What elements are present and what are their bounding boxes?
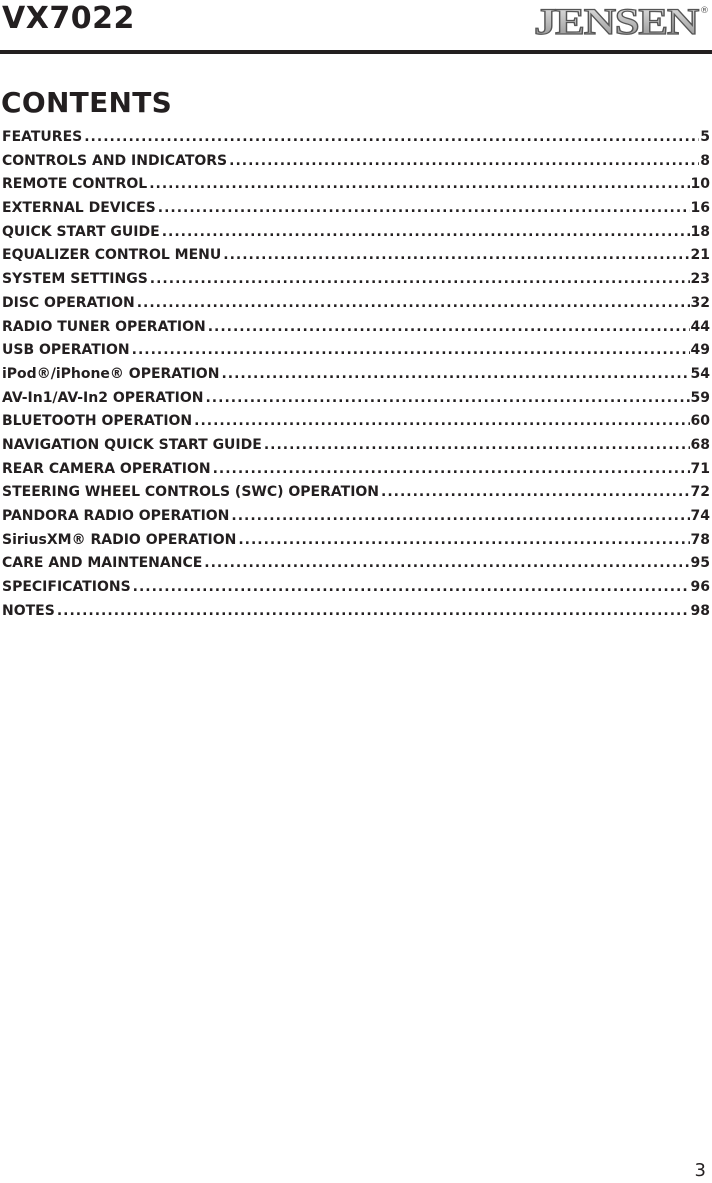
toc-entry[interactable] bbox=[2, 529, 710, 553]
toc-entry-page: 59 bbox=[690, 389, 710, 406]
toc-entry[interactable] bbox=[2, 552, 710, 576]
toc-dot-leader bbox=[381, 481, 690, 505]
toc-entry-page: 10 bbox=[690, 176, 710, 193]
toc-entry-page: 8 bbox=[700, 152, 710, 169]
jensen-logo-wordmark: JENSEN bbox=[534, 2, 700, 40]
toc-dot-leader bbox=[221, 363, 689, 387]
toc-dot-leader bbox=[229, 150, 699, 174]
toc-entry-label: AV-In1/AV-In2 OPERATION bbox=[2, 389, 204, 406]
page-number: 3 bbox=[694, 1160, 706, 1181]
toc-dot-leader bbox=[132, 339, 690, 363]
toc-entry[interactable] bbox=[2, 316, 710, 340]
toc-entry-label: USB OPERATION bbox=[2, 342, 130, 359]
toc-entry[interactable] bbox=[2, 600, 710, 624]
toc-entry[interactable] bbox=[2, 173, 710, 197]
toc-dot-leader bbox=[133, 576, 690, 600]
toc-entry[interactable] bbox=[2, 339, 710, 363]
toc-dot-leader bbox=[213, 458, 690, 482]
table-of-contents bbox=[2, 126, 710, 623]
toc-entry-label: NAVIGATION QUICK START GUIDE bbox=[2, 436, 262, 453]
toc-entry-label: DISC OPERATION bbox=[2, 294, 135, 311]
toc-entry-page: 44 bbox=[690, 318, 710, 335]
toc-dot-leader bbox=[150, 268, 690, 292]
toc-entry[interactable] bbox=[2, 363, 710, 387]
toc-entry-page: 60 bbox=[690, 413, 710, 430]
toc-entry-page: 74 bbox=[690, 508, 710, 524]
toc-dot-leader bbox=[223, 244, 689, 268]
toc-entry[interactable] bbox=[2, 458, 710, 482]
toc-dot-leader bbox=[264, 434, 690, 458]
toc-entry-label: REAR CAMERA OPERATION bbox=[2, 460, 211, 477]
toc-entry-label: CARE AND MAINTENANCE bbox=[2, 555, 203, 572]
registered-mark: ® bbox=[700, 6, 709, 16]
toc-entry-label: STEERING WHEEL CONTROLS (SWC) OPERATION bbox=[2, 484, 380, 501]
toc-entry-page: 23 bbox=[690, 271, 710, 288]
jensen-logo bbox=[532, 2, 710, 40]
toc-entry-page: 96 bbox=[690, 579, 710, 596]
toc-entry-page: 72 bbox=[690, 484, 710, 501]
toc-entry-label: EXTERNAL DEVICES bbox=[2, 200, 156, 217]
toc-entry-page: 54 bbox=[690, 365, 710, 382]
toc-entry[interactable] bbox=[2, 244, 710, 268]
toc-entry-label: RADIO TUNER OPERATION bbox=[2, 318, 206, 335]
toc-dot-leader bbox=[204, 552, 689, 576]
toc-entry-label: REMOTE CONTROL bbox=[2, 176, 148, 193]
toc-entry-label: SPECIFICATIONS bbox=[2, 579, 131, 596]
toc-entry[interactable] bbox=[2, 481, 710, 505]
toc-entry[interactable] bbox=[2, 197, 710, 221]
toc-entry-label: BLUETOOTH OPERATION bbox=[2, 413, 193, 430]
header-rule bbox=[0, 50, 712, 54]
toc-entry[interactable] bbox=[2, 150, 710, 174]
toc-entry[interactable] bbox=[2, 410, 710, 434]
toc-entry-page: 68 bbox=[690, 436, 710, 453]
toc-dot-leader bbox=[158, 197, 690, 221]
toc-entry-page: 21 bbox=[690, 247, 710, 264]
toc-entry-label: CONTROLS AND INDICATORS bbox=[2, 152, 228, 169]
toc-entry-label: iPod®/iPhone® OPERATION bbox=[2, 365, 220, 382]
toc-dot-leader bbox=[137, 292, 690, 316]
toc-entry-page: 49 bbox=[690, 342, 710, 359]
toc-dot-leader bbox=[194, 410, 689, 434]
toc-entry-page: 71 bbox=[690, 460, 710, 477]
toc-entry-page: 18 bbox=[690, 223, 710, 240]
model-number: VX7022 bbox=[2, 1, 135, 36]
toc-dot-leader bbox=[231, 505, 689, 529]
toc-entry-label: QUICK START GUIDE bbox=[2, 223, 160, 240]
toc-entry[interactable] bbox=[2, 221, 710, 245]
toc-entry-label: PANDORA RADIO OPERATION bbox=[2, 508, 230, 524]
toc-entry[interactable] bbox=[2, 387, 710, 411]
page-title: CONTENTS bbox=[1, 86, 173, 119]
toc-entry-page: 98 bbox=[690, 602, 710, 619]
page-header bbox=[0, 0, 712, 54]
toc-dot-leader bbox=[149, 173, 689, 197]
toc-entry-page: 95 bbox=[690, 555, 710, 572]
toc-entry[interactable] bbox=[2, 292, 710, 316]
toc-dot-leader bbox=[208, 316, 690, 340]
toc-entry[interactable] bbox=[2, 126, 710, 150]
toc-dot-leader bbox=[57, 600, 690, 624]
toc-entry[interactable] bbox=[2, 505, 710, 529]
toc-entry-label: FEATURES bbox=[2, 129, 83, 145]
toc-dot-leader bbox=[238, 529, 689, 553]
toc-dot-leader bbox=[205, 387, 689, 411]
toc-entry-page: 78 bbox=[690, 531, 710, 548]
toc-entry[interactable] bbox=[2, 268, 710, 292]
toc-entry-page: 5 bbox=[700, 129, 710, 145]
toc-entry-label: NOTES bbox=[2, 602, 55, 619]
toc-entry-label: SYSTEM SETTINGS bbox=[2, 271, 148, 288]
toc-entry-label: SiriusXM® RADIO OPERATION bbox=[2, 531, 237, 548]
toc-dot-leader bbox=[84, 126, 699, 150]
toc-entry-page: 16 bbox=[690, 200, 710, 217]
toc-dot-leader bbox=[162, 221, 690, 245]
toc-entry-page: 32 bbox=[690, 294, 710, 311]
toc-entry-label: EQUALIZER CONTROL MENU bbox=[2, 247, 222, 264]
toc-entry[interactable] bbox=[2, 576, 710, 600]
toc-entry[interactable] bbox=[2, 434, 710, 458]
